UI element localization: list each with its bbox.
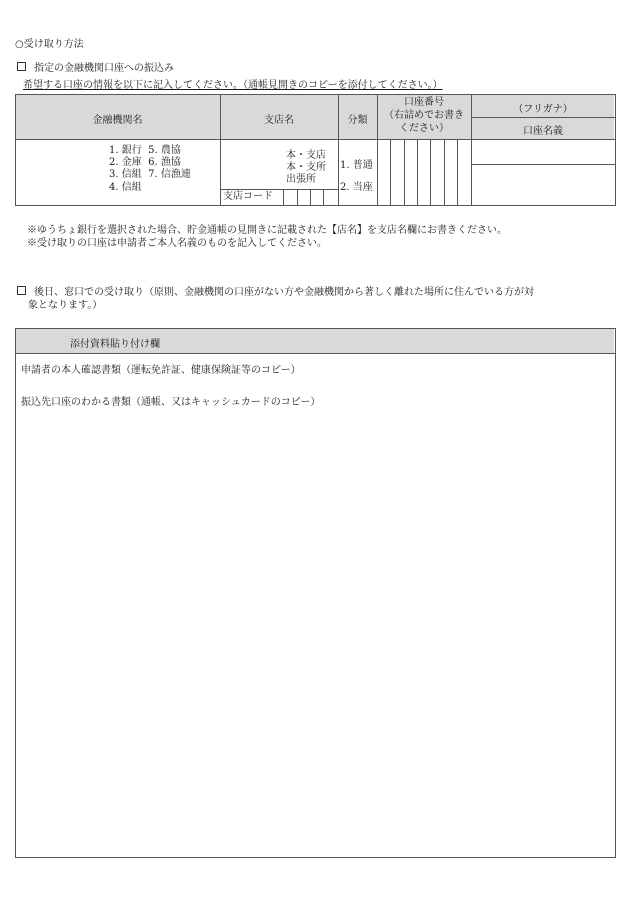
branch-type-option[interactable]: 本・支店 <box>286 150 326 161</box>
col-account-number-1: 口座番号 <box>404 97 444 108</box>
col-furigana: （フリガナ） <box>513 104 573 115</box>
option-counter-pickup-label: 後日、窓口での受け取り（原則、金融機関の口座がない方や金融機関から著しく離れた場所に住んでいる方が対 <box>34 287 534 298</box>
branch-type-option[interactable]: 出張所 <box>286 174 316 185</box>
col-account-number-2: （右詰めでお書き <box>384 110 464 121</box>
attachment-item: 振込先口座のわかる書類（通帳、又はキャッシュカードのコピー） <box>21 397 321 408</box>
col-branch-name: 支店名 <box>264 115 294 126</box>
account-type-option[interactable]: 1. 普通 <box>340 160 373 171</box>
account-holder-furigana-input[interactable] <box>472 140 614 163</box>
bank-type-row[interactable]: 2. 金庫 6. 漁協 <box>109 157 181 168</box>
col-account-holder: 口座名義 <box>523 126 563 137</box>
bank-instruction: 希望する口座の情報を以下に記入してください。（通帳見開きのコピーを添付してください。） <box>23 80 443 91</box>
option-counter-pickup-label-cont: 象となります。） <box>28 300 103 311</box>
note-yucho: ※ゆうちょ銀行を選択された場合、貯金通帳の見開きに記載された【店名】を支店名欄にお書きください。 <box>27 225 507 236</box>
attachment-item: 申請者の本人確認書類（運転免許証、健康保険証等のコピー） <box>21 365 301 376</box>
bank-type-row[interactable]: 4. 信組 <box>109 182 142 193</box>
col-account-number-3: ください） <box>399 123 449 134</box>
bank-type-row[interactable]: 1. 銀行 5. 農協 <box>109 145 181 156</box>
checkbox-counter-pickup[interactable] <box>17 286 26 295</box>
col-account-type: 分類 <box>347 115 368 126</box>
checkbox-bank-transfer[interactable] <box>17 62 26 71</box>
section-heading: ○受け取り方法 <box>15 39 84 50</box>
option-bank-transfer-label: 指定の金融機関口座への振込み <box>34 63 174 74</box>
bank-type-row[interactable]: 3. 信組 7. 信漁連 <box>109 169 191 180</box>
account-type-option[interactable]: 2. 当座 <box>340 182 373 193</box>
branch-name-input[interactable] <box>221 140 281 188</box>
col-bank-name: 金融機関名 <box>92 115 143 126</box>
option-bank-transfer[interactable] <box>17 59 174 74</box>
branch-code-label: 支店コード <box>223 191 273 202</box>
account-holder-input[interactable] <box>472 165 614 204</box>
branch-type-option[interactable]: 本・支所 <box>286 162 326 173</box>
attachment-header-label: 添付資料貼り付け欄 <box>70 339 160 350</box>
note-own-account: ※受け取りの口座は申請者ご本人名義のものを記入してください。 <box>27 238 327 249</box>
